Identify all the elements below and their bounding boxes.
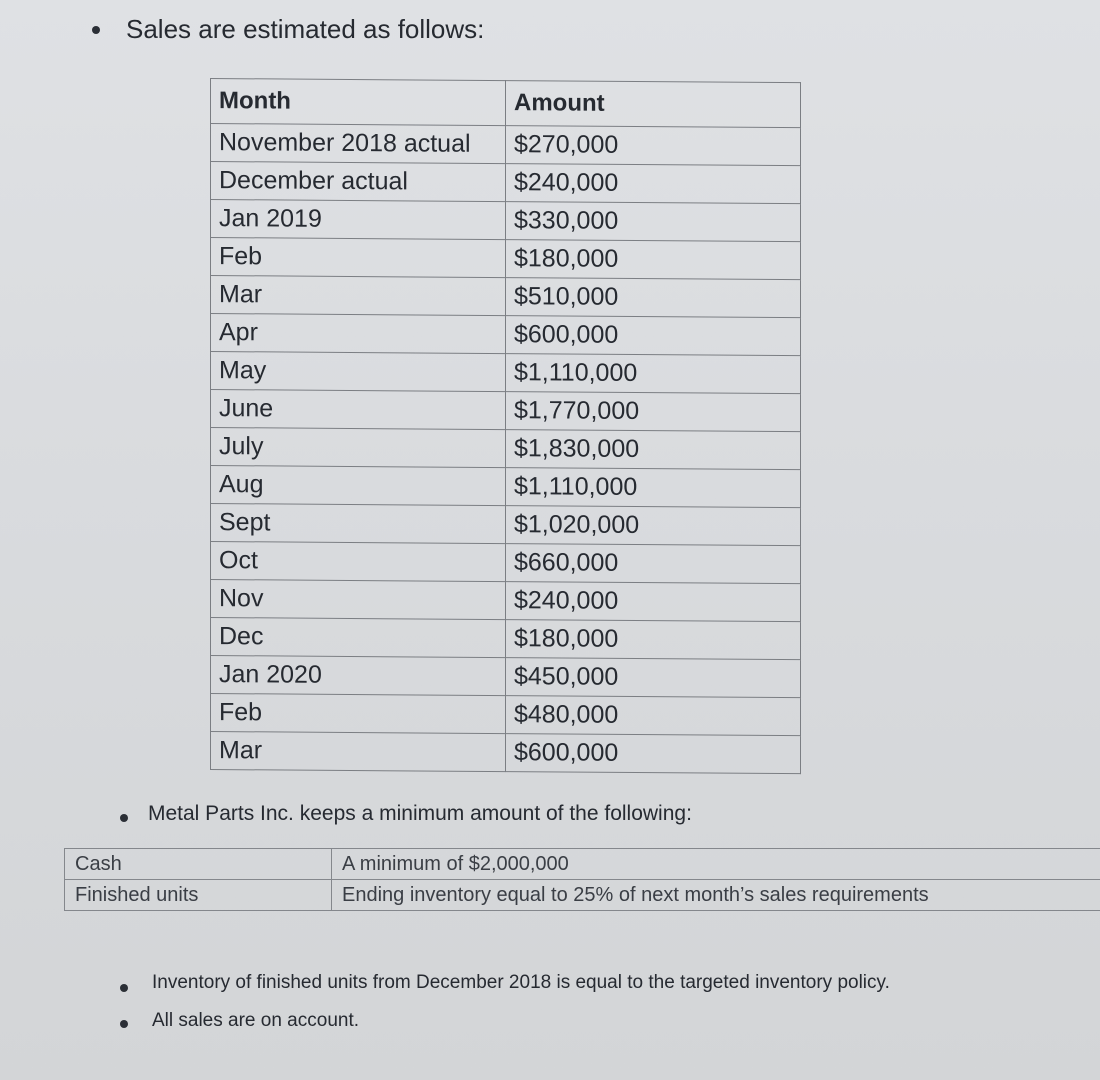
cell-month: Dec — [211, 618, 506, 658]
table-row — [211, 124, 801, 166]
cell-amount: $240,000 — [506, 164, 801, 204]
cell-amount: $600,000 — [506, 734, 801, 774]
cell-month: July — [211, 428, 506, 468]
minimum-table-body — [65, 849, 1100, 911]
header-month: Month — [211, 79, 506, 126]
cell-month: Apr — [211, 314, 506, 354]
cell-amount: $1,770,000 — [506, 392, 801, 432]
table-row — [211, 694, 801, 736]
cell-month: December actual — [211, 162, 506, 202]
cell-amount: $1,110,000 — [506, 468, 801, 508]
cell-amount: $1,110,000 — [506, 354, 801, 394]
intro-text: Sales are estimated as follows: — [126, 14, 485, 44]
cell-amount: $330,000 — [506, 202, 801, 242]
cell-amount: $1,830,000 — [506, 430, 801, 470]
cell-month: Nov — [211, 580, 506, 620]
cell-amount: $180,000 — [506, 620, 801, 660]
cell-month: Feb — [211, 238, 506, 278]
bullet-note-1 — [120, 984, 128, 992]
cell-month: Mar — [211, 276, 506, 316]
cell-amount: $180,000 — [506, 240, 801, 280]
sales-table-body — [211, 124, 801, 774]
table-header-row — [211, 79, 801, 128]
table-row — [211, 200, 801, 242]
table-row — [211, 580, 801, 622]
cell-month: Feb — [211, 694, 506, 734]
cell-month: Mar — [211, 732, 506, 772]
cell-item: Cash — [65, 849, 332, 880]
note-sales-on-account: All sales are on account. — [152, 1010, 360, 1031]
cell-month: Aug — [211, 466, 506, 506]
cell-amount: $270,000 — [506, 126, 801, 166]
bullet-intro — [92, 26, 100, 34]
minimum-table — [64, 848, 1100, 911]
cell-month: November 2018 actual — [211, 124, 506, 164]
table-row — [211, 504, 801, 546]
table-row — [211, 390, 801, 432]
cell-month: Oct — [211, 542, 506, 582]
cell-amount: $510,000 — [506, 278, 801, 318]
cell-amount: $240,000 — [506, 582, 801, 622]
table-row — [211, 162, 801, 204]
sales-table — [210, 78, 801, 774]
cell-amount: $480,000 — [506, 696, 801, 736]
cell-amount: $450,000 — [506, 658, 801, 698]
bullet-note-2 — [120, 1020, 128, 1028]
table-row — [211, 314, 801, 356]
note-inventory: Inventory of finished units from December 2018 is equal to the targeted inventory policy. — [152, 972, 890, 993]
table-row — [211, 542, 801, 584]
cell-policy: A minimum of $2,000,000 — [332, 849, 1100, 880]
table-row — [65, 880, 1100, 911]
table-row — [65, 849, 1100, 880]
cell-policy: Ending inventory equal to 25% of next month’s sales requirements — [332, 880, 1100, 911]
cell-amount: $660,000 — [506, 544, 801, 584]
table-row — [211, 656, 801, 698]
table-row — [211, 466, 801, 508]
bullet-minimum — [120, 814, 128, 822]
cell-amount: $1,020,000 — [506, 506, 801, 546]
cell-month: Jan 2019 — [211, 200, 506, 240]
cell-month: Jan 2020 — [211, 656, 506, 696]
cell-item: Finished units — [65, 880, 332, 911]
table-row — [211, 618, 801, 660]
cell-month: Sept — [211, 504, 506, 544]
table-row — [211, 276, 801, 318]
table-row — [211, 352, 801, 394]
cell-amount: $600,000 — [506, 316, 801, 356]
cell-month: May — [211, 352, 506, 392]
table-row — [211, 732, 801, 774]
minimum-text: Metal Parts Inc. keeps a minimum amount of the following: — [148, 802, 692, 825]
table-row — [211, 238, 801, 280]
table-row — [211, 428, 801, 470]
cell-month: June — [211, 390, 506, 430]
header-amount: Amount — [506, 81, 801, 128]
